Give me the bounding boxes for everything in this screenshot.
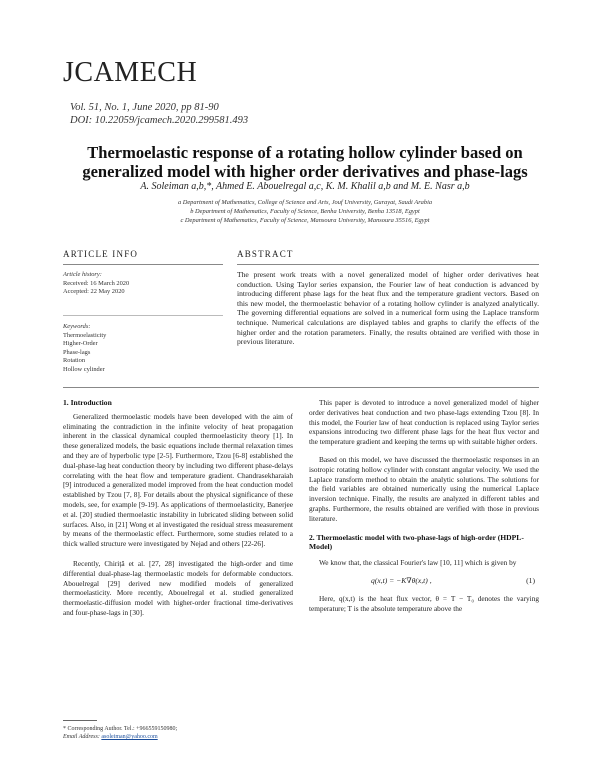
abstract-text: The present work treats with a novel generalized model of higher order derivatives heat conduction. Using Taylor series expansion, the Fourier law of heat conduction is advanced by introducing different phase lags for the heat flux and the temperature gradient vectors. Based on this new model, the thermoelastic behavior of a rotating hollow cylinder is analyzed analytically. The governing differential equations are solved in a numerical form using the Laplace transform technique. Numerical calculations are displayed tables and graphs to clarify the effects of the higher order and the rotation parameters. Finally, the results obtained are verified with those in previous literature. xyxy=(237,270,539,347)
header-bottom-rule xyxy=(63,387,539,388)
section-2-title: 2. Thermoelastic model with two-phase-lags of high-order (HDPL- Model) xyxy=(309,532,524,552)
section-1-title: 1. Introduction xyxy=(63,398,112,407)
paper-title: Thermoelastic response of a rotating hollow cylinder based on generalized model with higher order derivatives and phase-lags xyxy=(82,143,528,181)
equation-number: (1) xyxy=(526,575,535,585)
affiliation-b: b Department of Mathematics, Faculty of Science, Benha University, Benha 13518, Egypt xyxy=(190,208,420,215)
keyword-item: Higher-Order xyxy=(63,340,98,348)
article-history xyxy=(63,271,223,297)
author-list: A. Soleiman a,b,*, Ahmed E. Abouelregal a,c, K. M. Khalil a,b and M. E. Nasr a,b xyxy=(140,181,470,192)
right-paragraph-3: We know that, the classical Fourier's law [10, 11] which is given by xyxy=(319,558,517,568)
equation-body: q(x,t) = −K∇θ(x,t) , xyxy=(371,575,432,585)
keywords-label: Keywords: xyxy=(63,323,91,330)
abstract-rule xyxy=(237,264,539,265)
right-paragraph-2: Based on this model, we have discussed the thermoelastic responses in an isotropic rotating hollow cylinder with constant angular velocity. We used the Laplace transform method to obtain the analytic solutions. The solutions for the field variables are obtained numerically using the numerical Laplace inversion technique. Finally, the results are analyzed in different tables and graphs. Furthermore, the results obtained are verified with those in previous literature. xyxy=(309,454,539,523)
email-label: Email Address: xyxy=(63,734,102,740)
article-info-rule xyxy=(63,264,223,265)
received-date: Received: 16 March 2020 xyxy=(63,279,130,287)
right-paragraph-4: Here, q(x,t) is the heat flux vector, θ = T − T₀ denotes the varying temperature; T is the absolute temperature above the xyxy=(309,593,539,613)
left-column xyxy=(63,398,293,618)
accepted-date: Accepted: 22 May 2020 xyxy=(63,288,125,296)
keyword-item: Thermoelasticity xyxy=(63,331,107,339)
intro-paragraph-1: Generalized thermoelastic models have been developed with the aim of eliminating the contradiction in the infinite velocity of heat propagation inherent in the classical dynamical coupled thermoelasticity theory [1]. In these generalized models, the basic equations include thermal relaxation times and they are of hyperbolic type [2-5]. Furthermore, Tzou [6-8] established the dual-phase-lag heat conduction theory by including two different phase-delays correlating with the heat flow and temperature gradient. Chandrasekharaiah [9] introduced a generalized model improved from the heat conduction model established by Tzou [7, 8]. For details about the physical significance of these models, see, for example [9-19]. As applications of thermoelasticity, Banerjee et al. [20] studied thermoelastic instability in lubricated sliding between solid surfaces. Also, in [21] Wong et al investigated the residual stress measurement by means of the thermoelastic effect. Furthermore, some studies related to a thick walled structure were investigated by Nejad and others [22-26]. xyxy=(63,411,293,549)
journal-name: JCAMECH xyxy=(63,57,198,88)
doi-line: DOI: 10.22059/jcamech.2020.299581.493 xyxy=(70,115,249,126)
keyword-item: Hollow cylinder xyxy=(63,365,105,373)
history-divider xyxy=(63,315,223,316)
footnote-block xyxy=(63,720,293,741)
footnote-rule xyxy=(63,720,97,721)
equation-1 xyxy=(309,574,539,590)
email-line xyxy=(63,733,293,741)
abstract-heading: ABSTRACT xyxy=(237,249,294,259)
history-label: Article history: xyxy=(63,271,102,278)
keywords-block xyxy=(63,323,223,375)
volume-line: Vol. 51, No. 1, June 2020, pp 81-90 xyxy=(70,102,219,113)
article-info-heading: ARTICLE INFO xyxy=(63,249,139,259)
keyword-item: Rotation xyxy=(63,357,86,365)
keyword-item: Phase-lags xyxy=(63,348,91,356)
affiliation-c: c Department of Mathematics, Faculty of Science, Mansoura University, Mansoura 35516, Egypt xyxy=(180,217,430,224)
intro-paragraph-2: Recently, Chiriță et al. [27, 28] investigated the high-order and time differential dual-phase-lag thermoelastic models for deformable conductors. Abouelregal [29] derived new modified models of generalized thermoelasticity. More recently, Abouelregal et al. studied generalized thermoelastic-diffusion model with higher-order fractional time-derivatives and four-phase-lags in [30]. xyxy=(63,558,293,617)
email-link[interactable]: asoleiman@yahoo.com xyxy=(101,734,158,740)
right-paragraph-1: This paper is devoted to introduce a novel generalized model of higher order derivatives heat conduction and two phase-lags extending Tzou [8]. In this model, the Fourier law of heat conduction is replaced using Taylor series expansions introducing two different phase lags for the heat flux vector and the temperature gradient and keeping the terms up with suitable higher orders. xyxy=(309,398,539,447)
corresponding-author: * Corresponding Author. Tel.: +966559150980; xyxy=(63,726,178,732)
affiliation-a: a Department of Mathematics, College of Science and Arts, Jouf University, Gurayat, Saudi Arabia xyxy=(177,199,433,206)
right-column xyxy=(309,398,539,614)
